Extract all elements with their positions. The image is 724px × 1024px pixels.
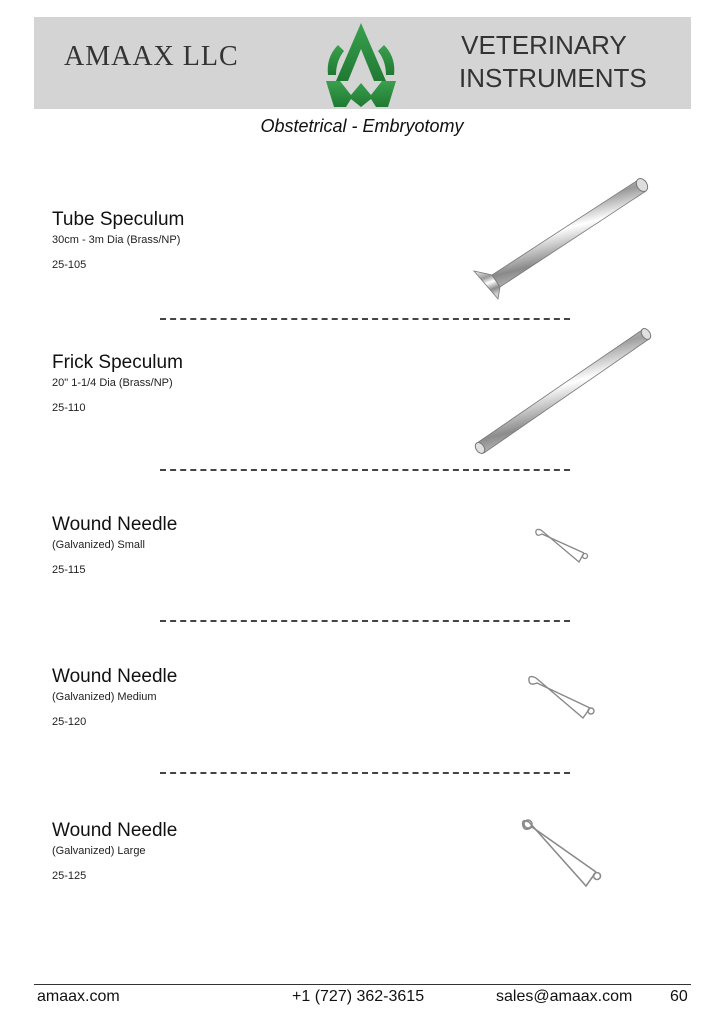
product-description: (Galvanized) Medium xyxy=(52,691,157,703)
company-name: AMAAX LLC xyxy=(64,41,239,72)
footer-website: amaax.com xyxy=(37,988,120,1005)
wound-needle-small-image xyxy=(532,524,592,568)
product-code: 25-115 xyxy=(52,564,86,576)
frick-speculum-image xyxy=(472,325,657,460)
footer-rule xyxy=(34,984,691,985)
product-description: 20" 1-1/4 Dia (Brass/NP) xyxy=(52,377,173,389)
footer-email: sales@amaax.com xyxy=(496,988,633,1005)
product-name: Frick Speculum xyxy=(52,352,183,373)
tube-speculum-image xyxy=(470,175,655,305)
product-description: 30cm - 3m Dia (Brass/NP) xyxy=(52,234,181,246)
product-description: (Galvanized) Small xyxy=(52,539,145,551)
product-code: 25-105 xyxy=(52,259,87,271)
catalog-title-line2: INSTRUMENTS xyxy=(459,63,647,93)
product-code: 25-110 xyxy=(52,402,86,414)
catalog-title-line1: VETERINARY xyxy=(461,30,627,60)
wound-needle-medium-image xyxy=(524,670,598,722)
product-item xyxy=(52,514,692,634)
section-divider xyxy=(160,772,570,774)
amaax-logo-icon xyxy=(316,19,406,109)
product-name: Wound Needle xyxy=(52,666,178,687)
header-banner xyxy=(34,17,691,109)
page-number: 60 xyxy=(670,988,688,1005)
footer-phone: +1 (727) 362-3615 xyxy=(292,988,425,1005)
product-code: 25-125 xyxy=(52,870,87,882)
section-divider xyxy=(160,318,570,320)
section-divider xyxy=(160,620,570,622)
product-name: Tube Speculum xyxy=(52,209,185,230)
product-name: Wound Needle xyxy=(52,514,178,535)
category-heading xyxy=(0,116,724,137)
section-divider xyxy=(160,469,570,471)
product-description: (Galvanized) Large xyxy=(52,845,146,857)
category-text: Obstetrical - Embryotomy xyxy=(260,116,464,136)
product-code: 25-120 xyxy=(52,716,87,728)
wound-needle-large-image xyxy=(518,812,608,892)
catalog-title xyxy=(459,29,647,95)
product-name: Wound Needle xyxy=(52,820,178,841)
